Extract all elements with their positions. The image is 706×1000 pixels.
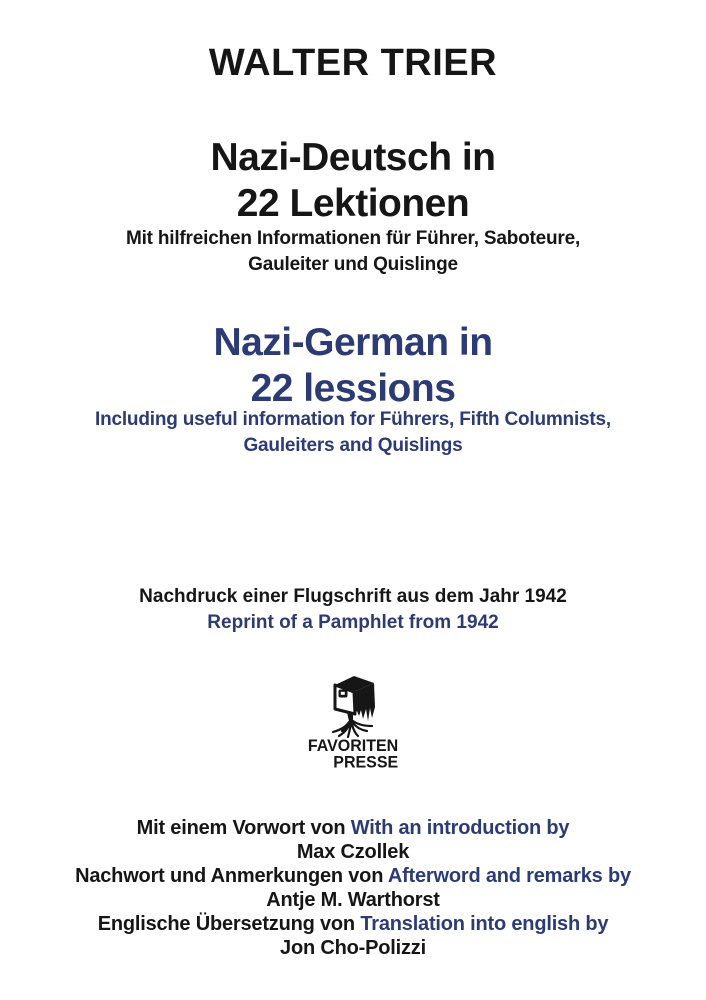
credit-person-name: Antje M. Warthorst bbox=[266, 889, 440, 911]
title-english bbox=[0, 320, 706, 412]
credit-name-foreword-author bbox=[0, 840, 706, 864]
author-name: WALTER TRIER bbox=[208, 42, 498, 84]
title-german-line1: Nazi-Deutsch in bbox=[210, 136, 496, 179]
credit-person-name: Max Czollek bbox=[296, 841, 410, 863]
reprint-note bbox=[0, 584, 706, 636]
subtitle-english-line2: Gauleiters and Quislings bbox=[243, 435, 463, 456]
tree-cube-logo-icon bbox=[326, 674, 380, 738]
publisher-name-line2: PRESSE bbox=[333, 753, 399, 772]
subtitle-german-line2: Gauleiter und Quislinge bbox=[248, 254, 458, 275]
publisher-name bbox=[308, 738, 398, 772]
credit-text-en: Translation into english by bbox=[360, 913, 609, 935]
credit-line-afterword bbox=[0, 864, 706, 888]
subtitle-english bbox=[0, 407, 706, 459]
credit-name-translator bbox=[0, 936, 706, 960]
title-english-line2: 22 lessions bbox=[250, 367, 456, 410]
publisher-name-line1: FAVORITEN bbox=[307, 737, 399, 755]
reprint-note-english: Reprint of a Pamphlet from 1942 bbox=[207, 612, 499, 633]
credit-text-de: Nachwort und Anmerkungen von bbox=[75, 865, 384, 887]
credit-text-en: With an introduction by bbox=[350, 817, 570, 839]
credit-line-foreword bbox=[0, 816, 706, 840]
credit-line-translation bbox=[0, 912, 706, 936]
subtitle-german-line1: Mit hilfreichen Informationen für Führer, Saboteure, bbox=[125, 228, 581, 249]
title-english-line1: Nazi-German in bbox=[213, 321, 493, 364]
credit-text-en: Afterword and remarks by bbox=[387, 865, 631, 887]
subtitle-english-line1: Including useful information for Führers, Fifth Columnists, bbox=[95, 409, 611, 430]
publisher-logo bbox=[0, 674, 706, 772]
credit-text-de: Mit einem Vorwort von bbox=[136, 817, 346, 839]
reprint-note-german: Nachdruck einer Flugschrift aus dem Jahr 1942 bbox=[139, 586, 567, 607]
credit-person-name: Jon Cho-Polizzi bbox=[280, 937, 426, 959]
title-german bbox=[0, 135, 706, 227]
subtitle-german bbox=[0, 226, 706, 278]
credit-text-de: Englische Übersetzung von bbox=[97, 913, 355, 935]
title-german-line2: 22 Lektionen bbox=[236, 182, 470, 225]
credit-name-afterword-author bbox=[0, 888, 706, 912]
credits bbox=[0, 816, 706, 960]
